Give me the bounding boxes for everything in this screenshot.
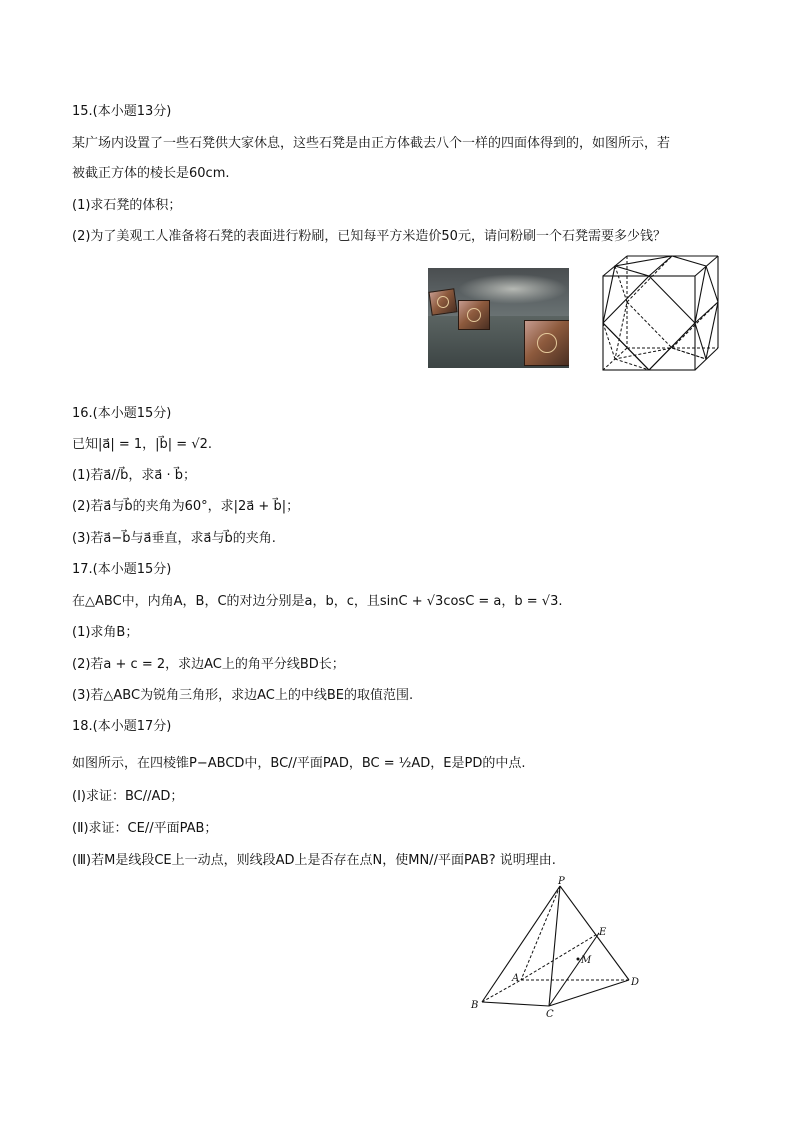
label-p: P (558, 876, 565, 887)
q17-part2: (2)若a + c = 2，求边AC上的角平分线BD长； (72, 657, 345, 672)
pyramid-diagram (464, 874, 648, 1020)
stone-stool-1 (428, 288, 457, 315)
q15-stem-line2: 被截正方体的棱长是60cm. (72, 166, 230, 181)
q15-part2: (2)为了美观工人准备将石凳的表面进行粉刷，已知每平方米造价50元，请问粉刷一个石凳需要多少钱？ (72, 229, 666, 244)
q17-part1: (1)求角B； (72, 625, 139, 640)
label-d: D (631, 977, 640, 988)
truncated-cube-diagram (598, 252, 724, 374)
stone-stool-2 (458, 300, 490, 330)
label-e: E (599, 927, 607, 938)
point-m (577, 958, 580, 961)
q16-part2: (2)若a⃗与b⃗的夹角为60°，求|2a⃗ + b⃗|； (72, 499, 300, 514)
q15-part1: (1)求石凳的体积； (72, 198, 182, 213)
q16-part3: (3)若a⃗−b⃗与a⃗垂直，求a⃗与b⃗的夹角. (72, 531, 276, 546)
q17-header: 17.(本小题15分) (72, 562, 172, 577)
q16-header: 16.(本小题15分) (72, 406, 172, 421)
label-b: B (471, 1000, 479, 1011)
label-a: A (512, 973, 520, 984)
stone-stool-photo (428, 268, 569, 368)
q15-stem-line1: 某广场内设置了一些石凳供大家休息，这些石凳是由正方体截去八个一样的四面体得到的，如图所示，若 (72, 136, 671, 151)
q18-stem: 如图所示，在四棱锥P−ABCD中，BC//平面PAD，BC = ½AD，E是PD的中点. (72, 756, 526, 771)
q18-header: 18.(本小题17分) (72, 719, 172, 734)
q17-part3: (3)若△ABC为锐角三角形，求边AC上的中线BE的取值范围. (72, 688, 414, 703)
q18-part3: (Ⅲ)若M是线段CE上一动点，则线段AD上是否存在点N，使MN//平面PAB? 说明理由. (72, 853, 556, 868)
q16-part1: (1)若a⃗//b⃗，求a⃗ · b⃗； (72, 468, 197, 483)
q18-part1: (Ⅰ)求证：BC//AD； (72, 789, 184, 804)
label-c: C (546, 1009, 554, 1020)
q17-stem: 在△ABC中，内角A，B，C的对边分别是a，b，c，且sinC + √3cosC = a，b = √3. (72, 594, 563, 609)
q15-header: 15.(本小题13分) (72, 104, 172, 119)
q16-given: 已知|a⃗| = 1，|b⃗| = √2. (72, 437, 213, 452)
stone-stool-3 (524, 320, 569, 366)
q18-part2: (Ⅱ)求证：CE//平面PAB； (72, 821, 218, 836)
label-m: M (581, 955, 592, 966)
